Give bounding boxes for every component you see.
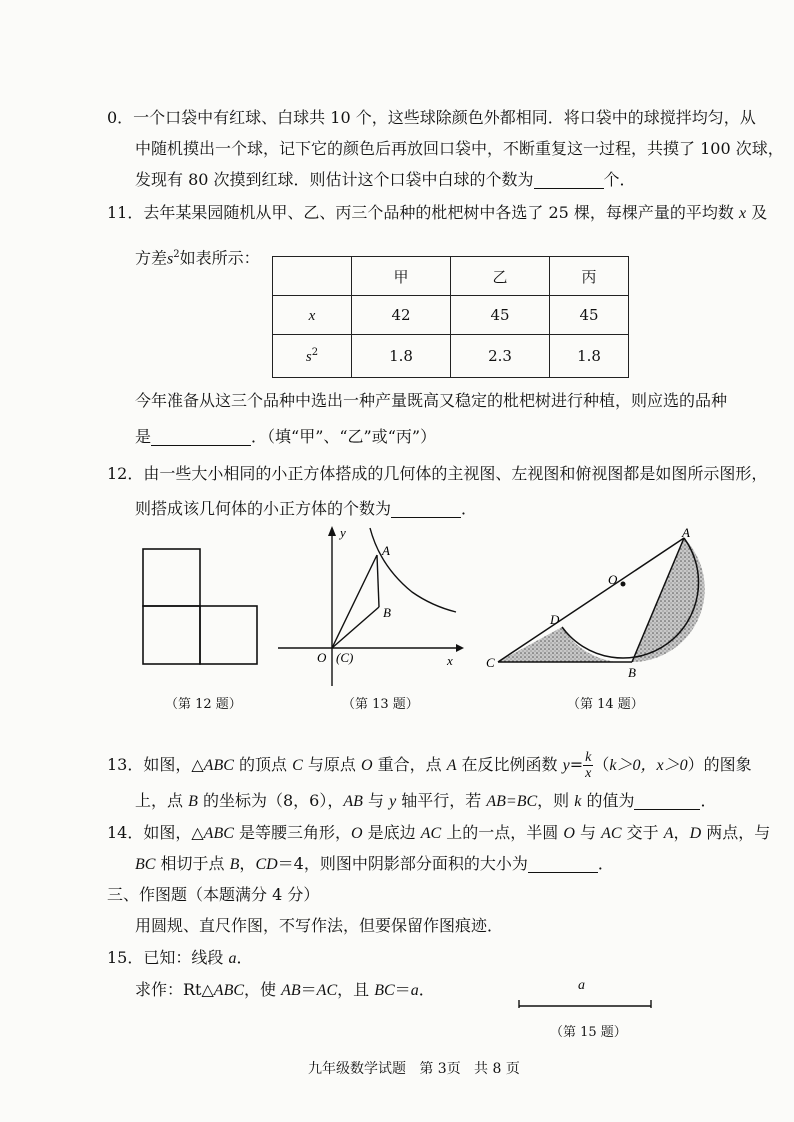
table-header-yi: 乙	[451, 257, 550, 296]
q13-text: 轴平行，若	[396, 791, 487, 810]
hyperbola-curve	[370, 528, 456, 612]
q15-text: ．	[236, 948, 253, 967]
q13-answer-blank	[634, 793, 700, 810]
q13-var: AB=BC	[486, 793, 538, 810]
q15-var: BC	[374, 982, 395, 999]
q13-line2	[135, 790, 716, 813]
table-label-s-sup: 2	[311, 346, 319, 358]
q11-line2-text: 方差	[135, 248, 168, 268]
figure-12-squares	[138, 546, 262, 668]
q13-text: 重合，点	[372, 755, 447, 774]
q11-line3: 今年准备从这三个品种中选出一种产量既高又稳定的枇杷树进行种植，则应选的品种	[135, 391, 728, 410]
q13-text: 的值为	[581, 791, 635, 810]
q15-var: a	[228, 950, 237, 967]
q15-text: ，且	[337, 980, 375, 999]
q14-var: ABC	[203, 825, 234, 842]
table-cell: 45	[451, 296, 550, 335]
q13-text: ）的图象	[687, 755, 752, 774]
segment-a-label: a	[578, 978, 585, 993]
q11-line2	[135, 244, 260, 270]
q13-text: 上，点	[135, 791, 189, 810]
q11-line4	[135, 426, 436, 448]
q12-line2-text: 则搭成该几何体的小正方体的个数为	[135, 499, 392, 518]
q13-text: 13．如图，△	[107, 755, 204, 774]
figure-14-caption: （第 14 题）	[567, 697, 644, 712]
segment-bc	[332, 607, 379, 648]
q14-answer-blank	[528, 856, 598, 873]
table-row-label-s2	[273, 335, 352, 378]
label-b: B	[383, 605, 391, 620]
q13-var: y	[389, 793, 397, 810]
q10-line3-text: 发现有 80 次摸到红球．则估计这个口袋中白球的个数为	[135, 170, 534, 189]
figure-12-caption: （第 12 题）	[165, 697, 242, 712]
segment-ab	[377, 555, 379, 607]
q13-text: 的坐标为（8，6），	[197, 791, 344, 810]
q13-text: 的顶点	[233, 755, 293, 774]
figure-13-graph	[270, 522, 465, 692]
q15-text: 15．已知：线段	[107, 948, 229, 967]
q12-line2-end: ．	[461, 499, 478, 518]
segment-ac	[332, 555, 377, 648]
q14-var: B	[229, 856, 240, 873]
q12-answer-blank	[391, 501, 461, 518]
q11-line1	[107, 202, 767, 225]
q13-text: ．	[700, 791, 717, 810]
table-header-bing: 丙	[550, 257, 629, 296]
q15-var: AB	[281, 982, 301, 999]
q15-line2	[135, 979, 435, 1002]
q10-line3	[135, 169, 636, 191]
label-a: A	[682, 528, 690, 540]
table-cell: 42	[352, 296, 451, 335]
label-a: A	[382, 543, 390, 558]
q15-text: ＝	[300, 980, 317, 999]
q14-text: ．	[597, 854, 614, 873]
q11-answer-blank	[151, 429, 251, 446]
q13-var: A	[446, 757, 457, 774]
q10-line2: 中随机摸出一个球，记下它的颜色后再放回口袋中，不断重复这一过程，共摸了 100 次球，	[135, 139, 784, 158]
q14-var: AC	[420, 825, 442, 842]
q15-text: ＝	[394, 980, 411, 999]
table-row-mean	[273, 296, 629, 335]
q14-var: D	[689, 825, 702, 842]
q11-line4-text: 是	[135, 427, 152, 446]
q10-answer-blank	[534, 172, 604, 189]
q13-condition: k＞0，x＞0	[609, 757, 688, 774]
page-footer: 九年级数学试题 第 3页 共 8 页	[308, 1061, 520, 1077]
q15-line1	[107, 947, 252, 970]
figure-15-caption: （第 15 题）	[550, 1025, 627, 1040]
label-d: D	[550, 612, 560, 627]
q14-var: A	[663, 825, 674, 842]
q14-text: 上的一点，半圆	[441, 823, 564, 842]
label-x: x	[447, 653, 453, 668]
q11-line4-end: ．（填“甲”、“乙”或“丙”）	[251, 427, 437, 446]
label-c: (C)	[336, 650, 354, 665]
q13-line1	[107, 750, 752, 781]
q14-text: ＝4，则图中阴影部分面积的大小为	[277, 854, 528, 873]
q11-line1-end: 及	[751, 203, 768, 222]
q15-text: 求作：Rt△	[135, 980, 214, 999]
q13-text: 与	[362, 791, 390, 810]
q14-text: ，	[673, 823, 690, 842]
square-bottom-left	[143, 606, 200, 664]
q14-text: 相切于点	[155, 854, 230, 873]
figure-14-diagram	[484, 528, 744, 680]
label-o: O	[608, 572, 618, 587]
variance-table	[272, 256, 629, 378]
q14-line1	[107, 822, 770, 845]
q10-line1: 0．一个口袋中有红球、白球共 10 个，这些球除颜色外都相同．将口袋中的球搅拌均匀，从	[107, 108, 756, 127]
table-cell: 45	[550, 296, 629, 335]
q12-line2	[135, 498, 477, 520]
table-cell: 2.3	[451, 335, 550, 378]
y-axis-arrow-icon	[328, 526, 336, 536]
q14-text: 是底边	[362, 823, 421, 842]
q15-var: a	[410, 982, 419, 999]
q14-text: ，	[239, 854, 256, 873]
q11-var-s: s	[167, 250, 174, 268]
q13-func-y: y	[562, 757, 570, 774]
q13-var: C	[292, 757, 303, 774]
table-header-row	[273, 257, 629, 296]
table-row-variance	[273, 335, 629, 378]
q14-var: BC	[135, 856, 156, 873]
table-row-label-x	[273, 296, 352, 335]
q13-fraction-num: k	[585, 750, 592, 765]
label-b: B	[628, 665, 636, 680]
table-cell: 1.8	[352, 335, 451, 378]
center-o-dot	[621, 582, 626, 587]
q14-var: O	[563, 825, 575, 842]
q14-text: 是等腰三角形，	[233, 823, 351, 842]
q14-text: 14．如图，△	[107, 823, 204, 842]
q11-var-s-sup: 2	[173, 249, 180, 260]
q14-var: O	[350, 825, 363, 842]
q14-text: 交于	[621, 823, 664, 842]
q13-func-eq: =	[569, 755, 584, 774]
x-axis-arrow-icon	[456, 644, 464, 652]
q13-var: k	[574, 793, 582, 810]
q11-var-x: x	[739, 205, 747, 222]
table-label-x-text: x	[308, 307, 316, 324]
square-top	[143, 549, 200, 606]
q13-fraction	[583, 750, 593, 781]
q13-text: （	[593, 755, 610, 774]
table-header-jia: 甲	[352, 257, 451, 296]
q15-var: ABC	[213, 982, 245, 999]
q13-var: ABC	[203, 757, 234, 774]
table-corner-cell	[273, 257, 352, 296]
q14-text: 两点，与	[701, 823, 771, 842]
q15-var: AC	[316, 982, 338, 999]
q14-line2	[135, 853, 614, 876]
q13-text: ，则	[537, 791, 575, 810]
section-3-instruction: 用圆规、直尺作图，不写作法，但要保留作图痕迹．	[135, 916, 504, 935]
table-cell: 1.8	[550, 335, 629, 378]
q13-text: 在反比例函数	[456, 755, 563, 774]
segment-a	[516, 998, 656, 1012]
q13-fraction-den: x	[585, 766, 592, 781]
section-3-title: 三、作图题（本题满分 4 分）	[107, 885, 320, 904]
q13-var: AB	[343, 793, 363, 810]
q13-text: 与原点	[302, 755, 361, 774]
q13-var: O	[360, 757, 373, 774]
q11-line1-text: 11．去年某果园随机从甲、乙、丙三个品种的枇杷树中各选了 25 棵，每棵产量的平均数	[107, 203, 734, 222]
q11-line2-end: 如表所示：	[179, 248, 260, 268]
square-bottom-right	[200, 606, 257, 664]
q15-text: ，使	[244, 980, 282, 999]
label-y: y	[340, 525, 346, 540]
q14-text: 与	[574, 823, 602, 842]
q14-var: CD	[255, 856, 278, 873]
q10-line3-end: 个．	[603, 170, 636, 189]
table-label-s-text: s	[305, 348, 312, 365]
figure-13-caption: （第 13 题）	[342, 697, 419, 712]
label-o: O	[317, 650, 327, 665]
q14-var: AC	[601, 825, 622, 842]
q15-text: ．	[418, 980, 435, 999]
q13-var: B	[188, 793, 198, 810]
label-c: C	[486, 655, 495, 670]
q12-line1: 12．由一些大小相同的小正方体搭成的几何体的主视图、左视图和俯视图都是如图所示图形，	[107, 464, 768, 483]
